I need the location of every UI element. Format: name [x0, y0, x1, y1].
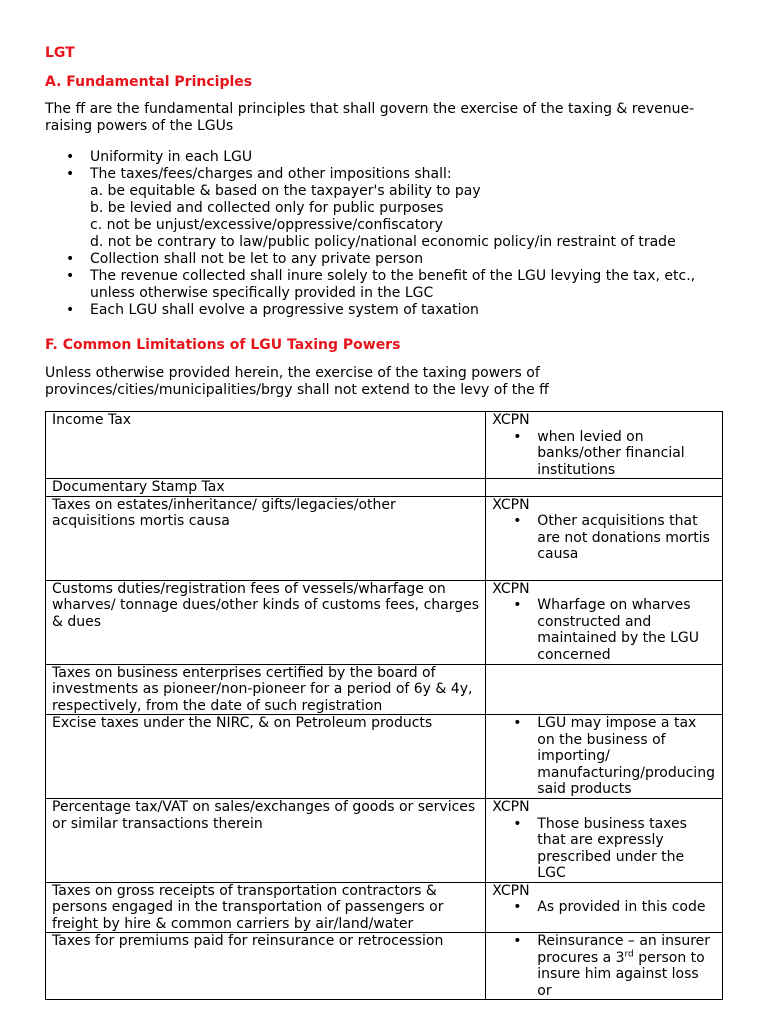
xcpn-label: XCPN [492, 496, 530, 513]
principles-list [45, 149, 715, 319]
tax-cell: Percentage tax/VAT on sales/exchanges of goods or services or similar transactions therein [46, 799, 486, 883]
tax-cell: Income Tax [46, 412, 486, 479]
bullet-icon: • [513, 513, 522, 529]
bullet-icon: • [513, 933, 522, 949]
exception-cell [486, 799, 723, 883]
exception-bullet [492, 513, 716, 563]
principle-text: Each LGU shall evolve a progressive system of taxation [90, 302, 479, 318]
table-row [46, 496, 723, 580]
bullet-icon: • [513, 899, 522, 915]
exception-bullet [492, 429, 716, 479]
xcpn-label: XCPN [492, 412, 530, 428]
principle-text: Collection shall not be let to any private person [90, 251, 424, 267]
principle-subitem: a. be equitable & based on the taxpayer's ability to pay [90, 183, 481, 199]
xcpn-label: XCPN [492, 580, 530, 597]
exception-bullet [492, 715, 716, 798]
limitations-table [45, 411, 723, 1000]
exception-cell [486, 479, 723, 497]
exception-cell [486, 715, 723, 799]
exception-cell [486, 580, 723, 664]
table-row [46, 933, 723, 1000]
exception-cell [486, 882, 723, 933]
exception-text: Wharfage on wharves constructed and maintained by the LGU concerned [537, 597, 700, 663]
bullet-icon: • [513, 715, 522, 731]
bullet-icon: • [66, 302, 75, 318]
bullet-icon: • [66, 251, 75, 267]
xcpn-label: XCPN [492, 799, 530, 815]
tax-cell: Taxes on business enterprises certified by the board of investments as pioneer/non-pioneer for a period of 6y & 4y, respectively, from the date of such registration [46, 664, 486, 715]
tax-cell: Documentary Stamp Tax [46, 479, 486, 497]
exception-bullet [492, 933, 716, 999]
table-row [46, 412, 723, 479]
table-row [46, 479, 723, 497]
ordinal-superscript: rd [624, 948, 634, 959]
heading-common-limitations: F. Common Limitations of LGU Taxing Powers [45, 337, 401, 353]
title-lgt: LGT [45, 45, 75, 61]
principle-subitem: d. not be contrary to law/public policy/national economic policy/in restraint of trade [90, 234, 676, 250]
tax-cell: Taxes for premiums paid for reinsurance or retrocession [46, 933, 486, 1000]
principle-text: The taxes/fees/charges and other impositions shall: [90, 166, 452, 182]
exception-cell [486, 933, 723, 1000]
exception-cell [486, 496, 723, 580]
limitations-intro: Unless otherwise provided herein, the exercise of the taxing powers of provinces/cities/municipalities/brgy shall not extend to the levy of the ff [45, 365, 549, 398]
exception-bullet [492, 597, 716, 663]
exception-bullet [492, 816, 716, 882]
table-row [46, 715, 723, 799]
exception-text: person to insure him against loss or [537, 949, 705, 999]
bullet-icon: • [66, 268, 75, 284]
tax-cell: Customs duties/registration fees of vessels/wharfage on wharves/ tonnage dues/other kinds of customs fees, charges & dues [46, 580, 486, 664]
table-row [46, 799, 723, 883]
bullet-icon: • [66, 149, 75, 165]
principle-item [45, 149, 715, 166]
principle-subitem: c. not be unjust/excessive/oppressive/confiscatory [90, 217, 443, 233]
exception-text: Those business taxes that are expressly prescribed under the LGC [537, 815, 687, 881]
exception-text: As provided in this code [537, 899, 706, 915]
principle-text: Uniformity in each LGU [90, 149, 253, 165]
exception-cell [486, 664, 723, 715]
exception-text: Other acquisitions that are not donations mortis causa [537, 513, 710, 562]
exception-text: when levied on banks/other financial institutions [537, 428, 685, 478]
tax-cell: Excise taxes under the NIRC, & on Petroleum products [46, 715, 486, 799]
table-row [46, 580, 723, 664]
principle-subitem: b. be levied and collected only for public purposes [90, 200, 444, 216]
table-row [46, 882, 723, 933]
bullet-icon: • [513, 597, 522, 613]
principle-text: The revenue collected shall inure solely to the benefit of the LGU levying the tax, etc., unless otherwise specifically provided in the LGC [90, 268, 696, 301]
tax-cell: Taxes on gross receipts of transportation contractors & persons engaged in the transportation of passengers or freight by hire & common carriers by air/land/water [46, 882, 486, 933]
exception-text: Reinsurance – an insurer procures a 3 [537, 933, 711, 966]
bullet-icon: • [513, 428, 522, 445]
exception-text: LGU may impose a tax on the business of importing/ manufacturing/producing said products [537, 715, 715, 797]
exception-cell [486, 412, 723, 479]
intro-paragraph: The ff are the fundamental principles that shall govern the exercise of the taxing & revenue-raising powers of the LGUs [45, 101, 695, 134]
table-row [46, 664, 723, 715]
principle-item [45, 251, 715, 268]
bullet-icon: • [513, 815, 522, 832]
tax-cell: Taxes on estates/inheritance/ gifts/legacies/other acquisitions mortis causa [46, 496, 486, 580]
principle-item [45, 166, 715, 251]
principle-item [45, 302, 715, 319]
bullet-icon: • [66, 166, 75, 182]
xcpn-label: XCPN [492, 882, 530, 899]
heading-fundamental-principles: A. Fundamental Principles [45, 74, 253, 90]
principle-item [45, 268, 715, 302]
exception-bullet [492, 899, 716, 916]
